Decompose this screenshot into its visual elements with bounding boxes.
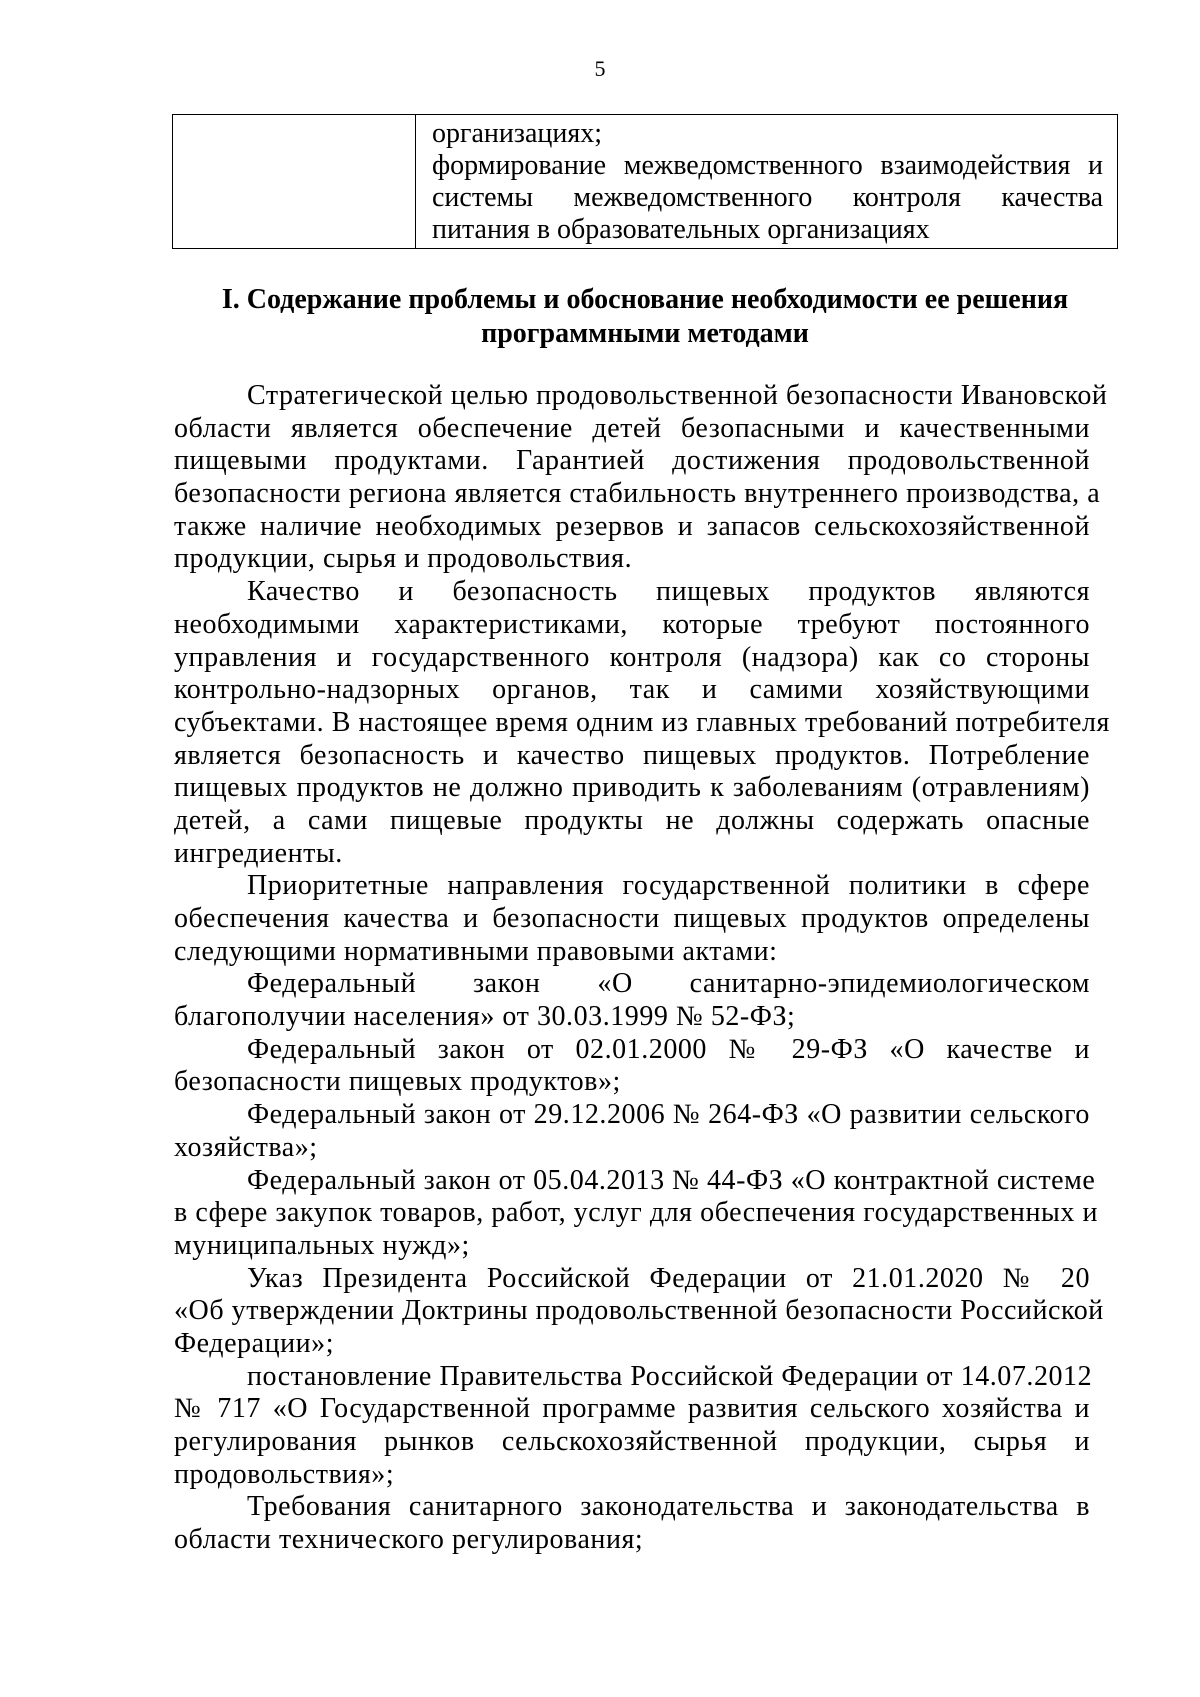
paragraph-line: необходимыми характеристиками, которые требуют постоянного [174,608,1090,640]
paragraph-line: субъектами. В настоящее время одним из главных требований потребителя [174,706,1110,738]
paragraph-line: является безопасность и качество пищевых продуктов. Потребление [174,739,1090,771]
paragraph-presidential-decree [174,1262,1104,1361]
paragraph-line: продовольствия»; [174,1458,395,1490]
paragraph-line: Федерации»; [174,1327,335,1359]
paragraph-line: безопасности региона является стабильность внутреннего производства, а [174,478,1101,510]
paragraph-line: безопасности пищевых продуктов»; [174,1066,621,1098]
paragraph-line: Федеральный закон от 02.01.2000 № 29-ФЗ «О качестве и [247,1033,1090,1065]
paragraph-line: ингредиенты. [174,837,343,869]
paragraph-strategic-goal [174,380,1108,576]
table-right-cell [416,115,1118,249]
table-cell-line: питания в образовательных организациях [432,214,930,245]
paragraph-line: детей, а сами пищевые продукты не должны содержать опасные [174,804,1090,836]
table-row [173,115,1118,249]
paragraph-line: пищевыми продуктами. Гарантией достижения продовольственной [174,445,1090,477]
section-heading-line: I. Содержание проблемы и обоснование необходимости ее решения [221,284,1069,315]
paragraph-law-44fz [174,1164,1098,1263]
paragraph-sanitary-requirements [174,1491,1090,1556]
paragraph-line: Федеральный закон от 29.12.2006 № 264-ФЗ «О развитии сельского [247,1099,1090,1131]
paragraph-line: муниципальных нужд»; [174,1229,470,1261]
paragraph-line: области является обеспечение детей безопасными и качественными [174,412,1090,444]
paragraph-line: благополучии населения» от 30.03.1999 № 52-ФЗ; [174,1001,796,1033]
paragraph-government-resolution [174,1360,1093,1492]
paragraph-line: следующими нормативными правовыми актами: [174,935,778,967]
paragraph-priority-directions [174,870,1090,968]
paragraph-line: Указ Президента Российской Федерации от 21.01.2020 № 20 [247,1262,1090,1294]
paragraph-line: обеспечения качества и безопасности пищевых продуктов определены [174,903,1090,934]
paragraph-line: Стратегической целью продовольственной безопасности Ивановской [247,380,1108,411]
table-cell-line: организациях; [432,118,602,149]
paragraph-line: также наличие необходимых резервов и запасов сельскохозяйственной [174,510,1090,542]
paragraph-line: управления и государственного контроля (надзора) как со стороны [174,641,1090,673]
paragraph-law-264fz [174,1099,1090,1164]
paragraph-line: Качество и безопасность пищевых продуктов являются [247,576,1090,608]
paragraph-line: «Об утверждении Доктрины продовольственной безопасности Российской [174,1295,1104,1327]
paragraph-line: № 717 «О Государственной программе развития сельского хозяйства и [174,1393,1090,1425]
section-heading [172,283,1118,351]
page-number: 5 [594,56,606,81]
continuation-table [172,114,1118,249]
paragraph-line: хозяйства»; [174,1131,318,1163]
paragraph-law-52fz [174,968,1090,1033]
table-cell-line: системы межведомственного контроля качества [432,182,1103,213]
paragraph-quality-safety [174,576,1110,870]
paragraph-line: продукции, сырья и продовольствия. [174,543,633,575]
paragraph-line: в сфере закупок товаров, работ, услуг для обеспечения государственных и [174,1197,1098,1229]
paragraph-line: Федеральный закон от 05.04.2013 № 44-ФЗ «О контрактной системе [247,1164,1096,1196]
paragraph-line: Приоритетные направления государственной политики в сфере [247,870,1090,902]
paragraph-line: Федеральный закон «О санитарно-эпидемиологическом [247,968,1090,1000]
table-left-cell [173,115,416,249]
paragraph-line: контрольно-надзорных органов, так и самими хозяйствующими [174,674,1090,706]
table-cell-line: формирование межведомственного взаимодействия и [432,150,1103,181]
section-heading-line: программными методами [481,318,809,349]
paragraph-line: пищевых продуктов не должно приводить к заболеваниям (отравлениям) [174,772,1090,804]
paragraph-law-29fz [174,1034,1090,1099]
body-text [174,380,1110,1557]
paragraph-line: регулирования рынков сельскохозяйственной продукции, сырья и [174,1426,1090,1457]
paragraph-line: постановление Правительства Российской Федерации от 14.07.2012 [247,1360,1093,1392]
paragraph-line: Требования санитарного законодательства и законодательства в [247,1491,1090,1523]
paragraph-line: области технического регулирования; [174,1524,644,1556]
